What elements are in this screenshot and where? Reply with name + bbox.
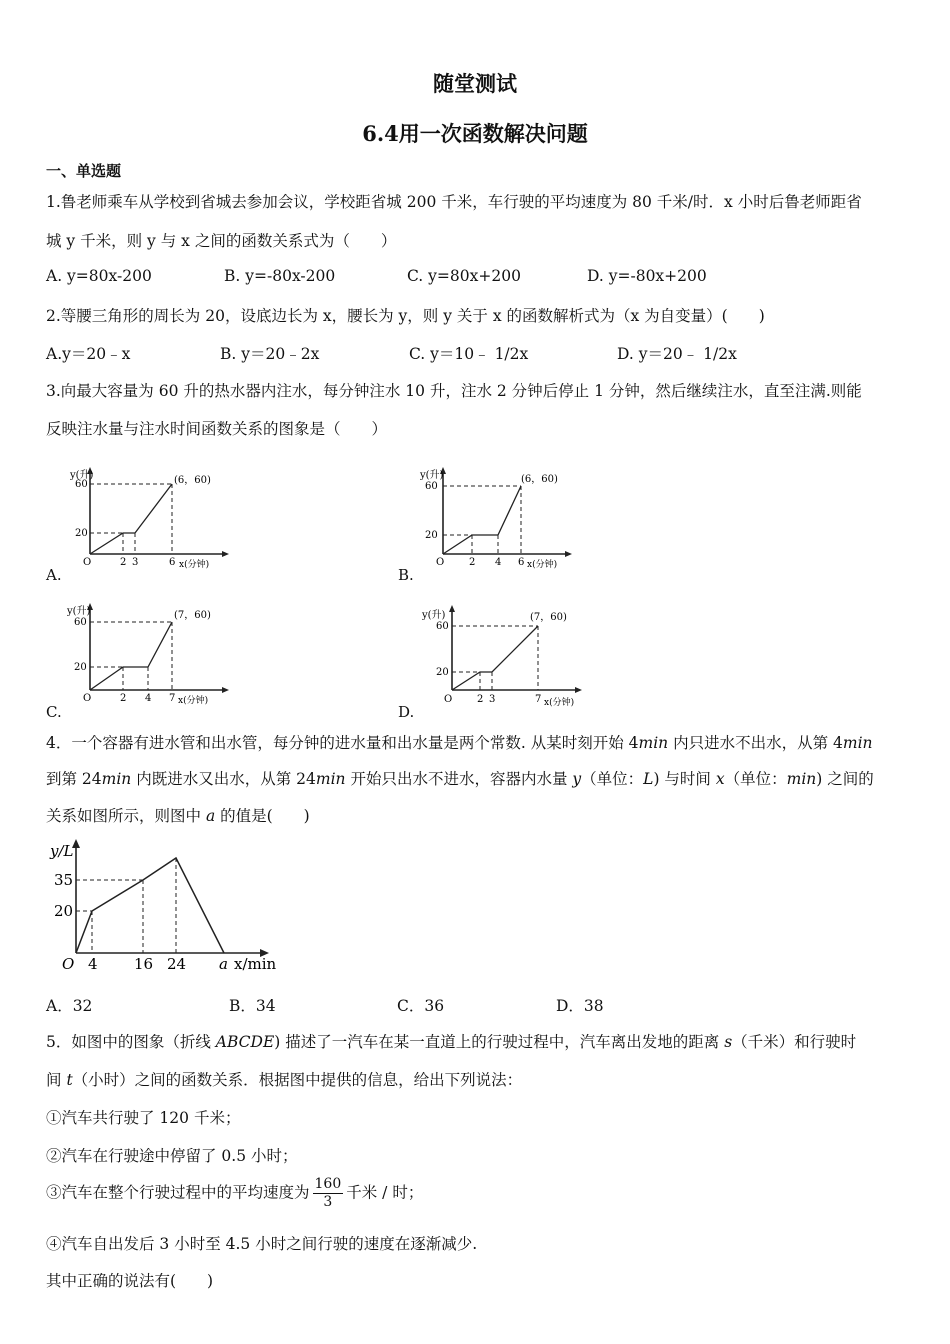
graph-c-tick3: 7: [169, 693, 176, 704]
graph-c-y60: 60: [74, 617, 87, 628]
graph-b-y20: 20: [425, 530, 438, 541]
q4-option-b: B．34: [229, 997, 276, 1015]
section-heading: 一、单选题: [46, 162, 122, 180]
graph-c-tick1: 2: [120, 693, 127, 704]
q1-text-line2: 城 y 千米，则 y 与 x 之间的函数关系式为（ ）: [46, 232, 397, 250]
q3-graph-b: [415, 466, 585, 576]
q4-graph-x24: 24: [167, 955, 187, 973]
graph-b-point: (6，60): [521, 474, 558, 485]
q5-statement-1: ①汽车共行驶了 120 千米；: [46, 1109, 241, 1127]
q4-graph: [48, 838, 288, 978]
graph-d-origin: O: [444, 694, 453, 705]
q4-text-line1: 4．一个容器有进水管和出水管，每分钟的进水量和出水量是两个常数. 从某时刻开始 4min 内只进水不出水，从第 4min: [46, 734, 873, 752]
q4-option-d: D．38: [556, 997, 604, 1015]
q1-option-c: C. y=80x+200: [407, 267, 521, 285]
q1-option-b: B. y=-80x-200: [224, 267, 336, 285]
page-subtitle: 6.4用一次函数解决问题: [362, 121, 588, 146]
graph-c-tick2: 4: [145, 693, 152, 704]
q5-text-line1: 5．如图中的图象（折线 ABCDE) 描述了一汽车在某一直道上的行驶过程中，汽车离出发地的距离 s（千米）和行驶时: [46, 1033, 857, 1051]
q5-statement-4: ④汽车自出发后 3 小时至 4.5 小时之间行驶的速度在逐渐减少.: [46, 1235, 478, 1253]
graph-a-y60: 60: [75, 479, 88, 490]
q4-option-a: A．32: [46, 997, 93, 1015]
graph-a-y20: 20: [75, 528, 88, 539]
q1-option-a: A. y=80x-200: [46, 267, 152, 285]
q1-option-d: D. y=-80x+200: [587, 267, 707, 285]
graph-a-ylabel: y(升): [70, 470, 94, 481]
graph-b-y60: 60: [425, 481, 438, 492]
graph-d-tick1: 2: [477, 694, 484, 705]
q3-text-line1: 3.向最大容量为 60 升的热水器内注水，每分钟注水 10 升，注水 2 分钟后停止 1 分钟，然后继续注水，直至注满.则能: [46, 382, 862, 400]
q4-graph-x16: 16: [134, 955, 154, 973]
q4-graph-origin: O: [62, 955, 75, 973]
fraction-160-over-3: $\frac{160}{3}$: [314, 1176, 342, 1210]
q3-graph-a: [62, 466, 232, 576]
graph-d-point: (7，60): [530, 612, 567, 623]
q5-question: 其中正确的说法有( ): [46, 1272, 214, 1290]
graph-d-tick3: 7: [535, 694, 542, 705]
q4-text-line2: 到第 24min 内既进水又出水，从第 24min 开始只出水不进水，容器内水量 y（单位：L) 与时间 x（单位：min) 之间的: [46, 770, 874, 788]
graph-b-ylabel: y(升): [420, 470, 444, 481]
q4-graph-xa: a: [219, 955, 228, 973]
page-title: 随堂测试: [433, 71, 517, 96]
q2-option-b: B. y＝20﹣2x: [220, 345, 320, 363]
q3-text-line2: 反映注水量与注水时间函数关系的图象是（ ）: [46, 420, 388, 438]
graph-c-ylabel: y(升): [67, 606, 91, 617]
q4-text-line3: 关系如图所示，则图中 a 的值是( ): [46, 807, 310, 825]
q5-statement-2: ②汽车在行驶途中停留了 0.5 小时；: [46, 1147, 298, 1165]
q2-option-d: D. y＝20﹣ 1/2x: [617, 345, 737, 363]
graph-b-tick2: 4: [495, 557, 502, 568]
q2-option-a: A.y＝20﹣x: [46, 345, 131, 363]
graph-d-y20: 20: [436, 667, 449, 678]
q4-graph-y35: 35: [54, 871, 74, 889]
graph-c-origin: O: [83, 693, 92, 704]
graph-d-xlabel: x(分钟): [544, 698, 575, 708]
graph-d-tick2: 3: [489, 694, 496, 705]
graph-c-y20: 20: [74, 662, 87, 673]
q5-statement-3: ③汽车在整个行驶过程中的平均速度为 $\frac{160}{3}$ 千米 / 时；: [46, 1176, 424, 1210]
q4-graph-y20: 20: [54, 902, 74, 920]
graph-a-tick2: 3: [132, 557, 139, 568]
graph-a-xlabel: x(分钟): [179, 560, 210, 570]
q4-option-c: C．36: [397, 997, 445, 1015]
q5-text-line2: 间 t（小时）之间的函数关系．根据图中提供的信息，给出下列说法：: [46, 1071, 523, 1089]
graph-b-tick1: 2: [469, 557, 476, 568]
q3-graph-d: [420, 604, 595, 714]
graph-b-origin: O: [436, 557, 445, 568]
graph-b-xlabel: x(分钟): [527, 560, 558, 570]
q4-graph-xlabel: x/min: [234, 955, 277, 973]
q3-option-d: D.: [398, 703, 415, 721]
graph-a-origin: O: [83, 557, 92, 568]
q3-option-c: C.: [46, 703, 62, 721]
q1-text-line1: 1.鲁老师乘车从学校到省城去参加会议，学校距省城 200 千米，车行驶的平均速度为 80 千米/时．x 小时后鲁老师距省: [46, 193, 862, 211]
q2-option-c: C. y＝10﹣ 1/2x: [409, 345, 529, 363]
q3-graph-c: [62, 602, 232, 712]
graph-a-tick3: 6: [169, 557, 176, 568]
graph-d-y60: 60: [436, 621, 449, 632]
q3-option-a: A.: [46, 566, 62, 584]
graph-a-tick1: 2: [120, 557, 127, 568]
graph-c-xlabel: x(分钟): [178, 696, 209, 706]
graph-d-ylabel: y(升): [422, 610, 446, 621]
q4-graph-ylabel: y/L: [50, 842, 74, 860]
q3-option-b: B.: [398, 566, 414, 584]
graph-b-tick3: 6: [518, 557, 525, 568]
graph-c-point: (7，60): [174, 610, 211, 621]
q2-text-line1: 2.等腰三角形的周长为 20，设底边长为 x，腰长为 y，则 y 关于 x 的函数解析式为（x 为自变量）( ): [46, 307, 765, 325]
graph-a-point: (6，60): [174, 475, 211, 486]
q4-graph-x4: 4: [88, 955, 98, 973]
